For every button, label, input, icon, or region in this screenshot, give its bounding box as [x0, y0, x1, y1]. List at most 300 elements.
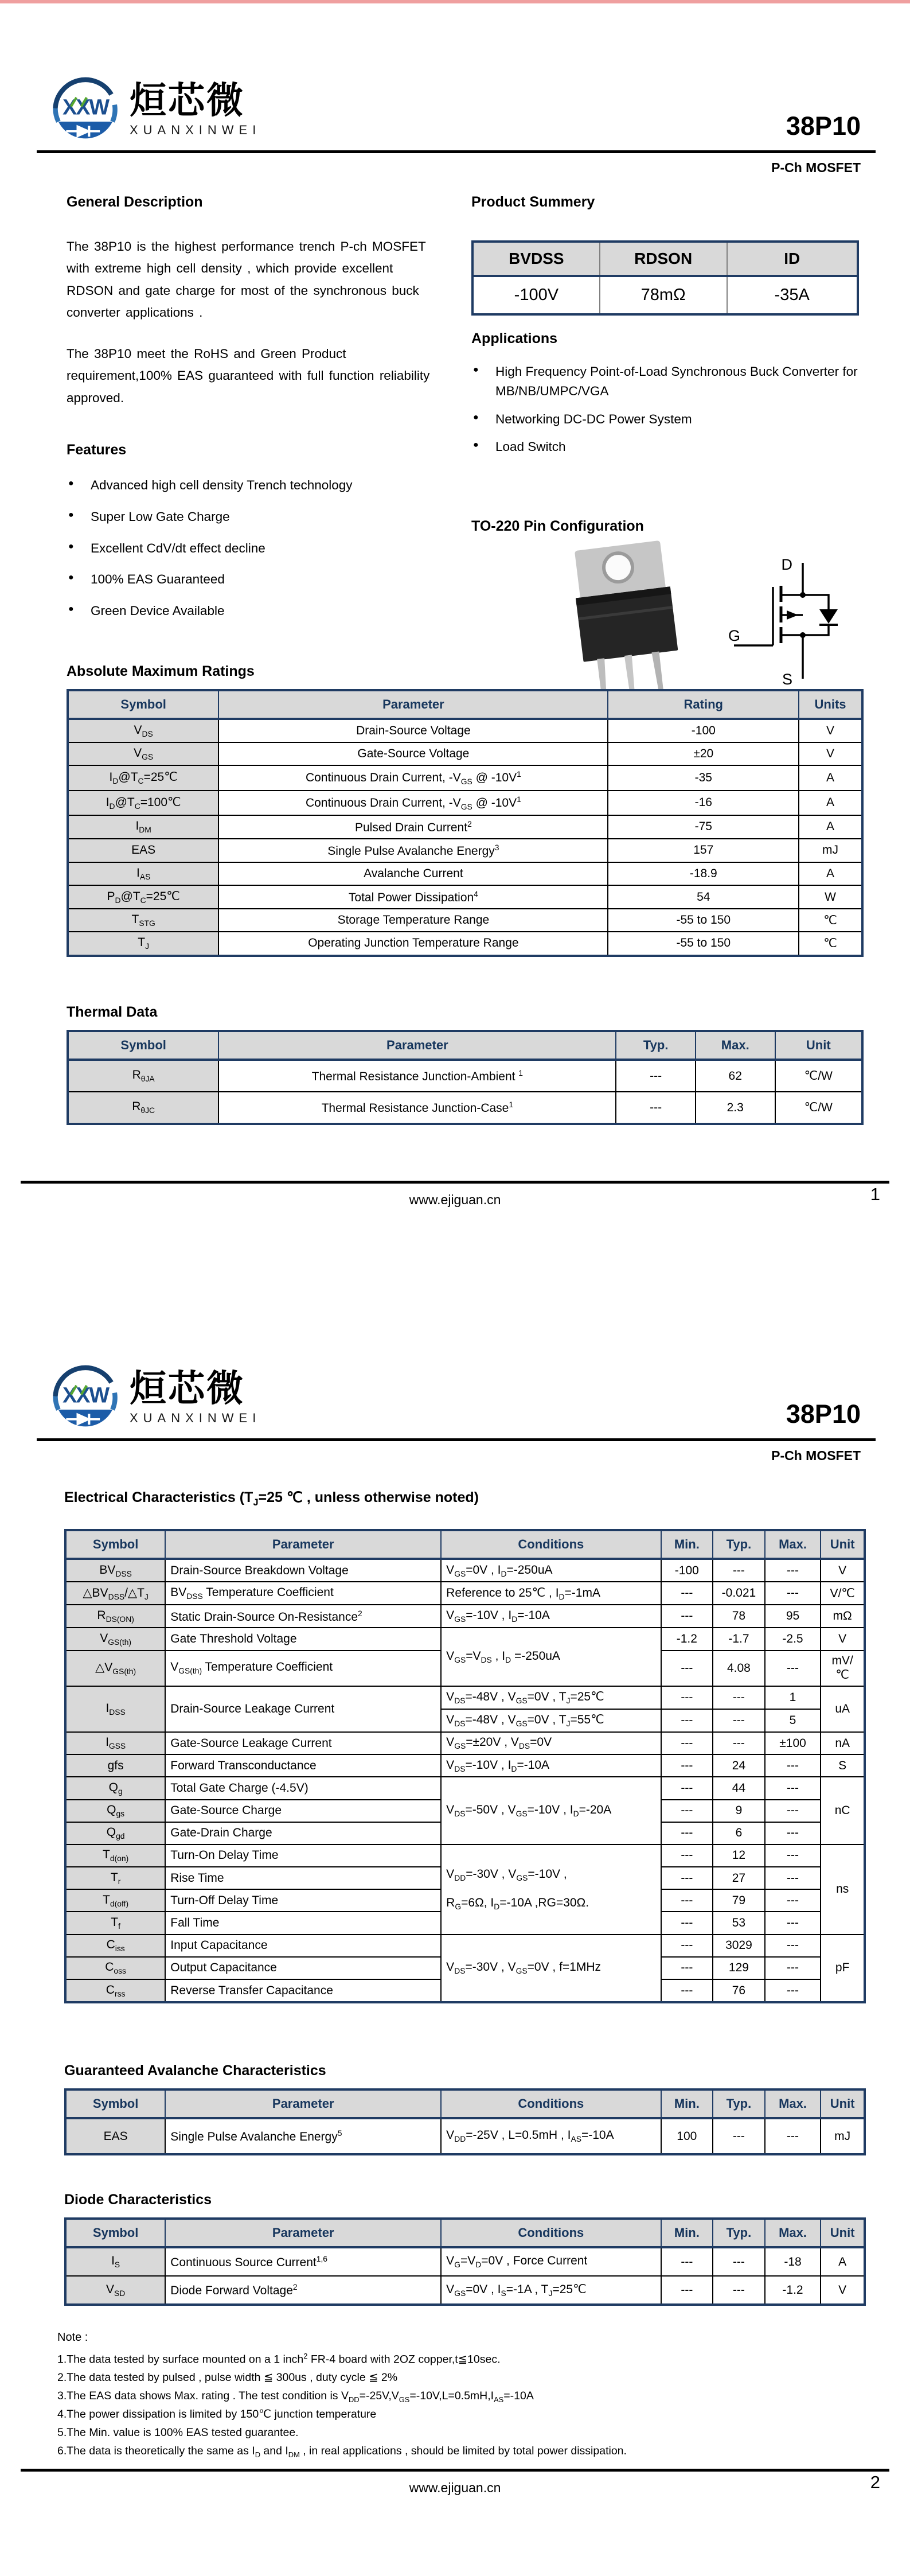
table-row	[68, 742, 862, 765]
table-cell: ---	[713, 2247, 765, 2276]
avalanche-table	[64, 2088, 866, 2155]
symbol-cell: $Q_g$	[65, 1777, 165, 1799]
brand-name-en: XUANXINWEI	[130, 122, 261, 137]
column-header: Max.	[765, 1530, 821, 1559]
table-cell: Gate-Drain Charge	[165, 1822, 441, 1845]
section-title: General Description	[67, 194, 203, 210]
table-row	[68, 765, 862, 790]
table-cell: ---	[713, 2276, 765, 2305]
table-cell: ---	[661, 1777, 713, 1799]
table-cell: ---	[713, 1709, 765, 1732]
table-row	[68, 1060, 862, 1092]
table-cell: 9	[713, 1800, 765, 1822]
table-cell: Forward Transconductance	[165, 1754, 441, 1777]
table-cell: 78mΩ	[600, 276, 727, 314]
table-cell: 3029	[713, 1935, 765, 1957]
table-cell: Reference to 25℃ , $I_D=-1mA$	[441, 1582, 661, 1605]
section-thermal-data	[67, 1004, 864, 1125]
table-row	[65, 2118, 865, 2154]
column-header: Conditions	[441, 2219, 661, 2247]
table-cell: -18	[765, 2247, 821, 2276]
pin-label-gate: G	[728, 627, 741, 644]
column-header: Parameter	[218, 690, 608, 719]
table-cell: ---	[765, 1957, 821, 1979]
table-cell: Turn-On Delay Time	[165, 1845, 441, 1867]
column-header: Symbol	[68, 1031, 218, 1060]
table-cell: 157	[608, 839, 799, 862]
table-cell: Continuous Source Current$^{1,6}$	[165, 2247, 441, 2276]
column-header: Typ.	[713, 2089, 765, 2118]
table-cell: ---	[765, 1845, 821, 1867]
data-table	[67, 1030, 864, 1125]
table-cell: 1	[765, 1686, 821, 1709]
logo-mark-icon	[49, 73, 122, 146]
bullet-item: 2.The data tested by pulsed , pulse width ≦ 300us , duty cycle ≦ 2%	[57, 2371, 398, 2384]
column-header: Typ.	[616, 1031, 696, 1060]
table-cell: ---	[661, 1867, 713, 1889]
table-cell: -2.5	[765, 1628, 821, 1650]
table-cell: $V_{GS(th)}$ Temperature Coefficient	[165, 1651, 441, 1686]
section-avalanche-characteristics	[64, 2063, 866, 2155]
table-cell: Rise Time	[165, 1867, 441, 1889]
table-cell: ---	[661, 1686, 713, 1709]
table-cell: -1.2	[661, 1628, 713, 1650]
table-cell: 129	[713, 1957, 765, 1979]
table-cell: -1.7	[713, 1628, 765, 1650]
table-cell: Total Gate Charge (-4.5V)	[165, 1777, 441, 1799]
part-number: 38P10	[786, 111, 861, 141]
table-cell: nC	[821, 1777, 865, 1845]
symbol-cell: $I_{GSS}$	[65, 1732, 165, 1754]
table-cell: ---	[765, 1582, 821, 1605]
table-cell: ---	[765, 1559, 821, 1582]
column-header: Typ.	[713, 1530, 765, 1559]
column-header: RDSON	[600, 242, 727, 276]
table-cell: ---	[765, 1889, 821, 1912]
section-title: Features	[67, 442, 127, 458]
table-row	[68, 839, 862, 862]
symbol-cell: $T_J$	[68, 932, 218, 955]
notes-label: Note :	[57, 2331, 88, 2344]
header-rule	[37, 1438, 876, 1441]
section-title: Electrical Characteristics ($T_J=25$ ℃ , unless otherwise noted)	[64, 1489, 479, 1508]
table-cell: A	[799, 862, 862, 885]
table-cell: -0.021	[713, 1582, 765, 1605]
table-row	[65, 1732, 865, 1754]
part-number: 38P10	[786, 1399, 861, 1429]
section-title: Thermal Data	[67, 1004, 158, 1020]
table-cell: 6	[713, 1822, 765, 1845]
table-cell: $V_{DS}=-48V$ , $V_{GS}=0V$ , $T_J=25℃$	[441, 1686, 661, 1709]
table-cell: mV/℃	[821, 1651, 865, 1686]
bullet-item: 1.The data tested by surface mounted on a 1 inch$^2$ FR-4 board with 2OZ copper,t≦10sec.	[57, 2352, 501, 2366]
brand-name-en: XUANXINWEI	[130, 1410, 261, 1425]
table-cell: 76	[713, 1979, 765, 2002]
device-type: P-Ch MOSFET	[771, 1448, 861, 1463]
table-row	[65, 1605, 865, 1628]
symbol-cell: $I_D@T_C=100℃$	[68, 791, 218, 815]
table-cell: W	[799, 885, 862, 909]
table-cell: $V_{GS}=-10V$ , $I_D=-10A$	[441, 1605, 661, 1628]
table-cell: 100	[661, 2118, 713, 2154]
brand-name-cn: 烜芯微	[130, 1368, 245, 1410]
table-cell: Thermal Resistance Junction-Ambient $^1$	[218, 1060, 616, 1092]
symbol-cell: $V_{GS(th)}$	[65, 1628, 165, 1650]
table-cell: Gate-Source Charge	[165, 1800, 441, 1822]
table-cell: -18.9	[608, 862, 799, 885]
table-cell: Reverse Transfer Capacitance	[165, 1979, 441, 2002]
footer-rule	[21, 1181, 889, 1184]
table-cell: 2.3	[696, 1092, 775, 1124]
table-cell: ---	[661, 1957, 713, 1979]
table-cell: ---	[661, 1605, 713, 1628]
table-cell: ±20	[608, 742, 799, 765]
table-cell: ---	[765, 1979, 821, 2002]
symbol-cell: $T_r$	[65, 1867, 165, 1889]
table-cell: -100	[608, 719, 799, 742]
applications-list	[471, 362, 876, 457]
table-cell: Turn-Off Delay Time	[165, 1889, 441, 1912]
data-table	[67, 689, 864, 957]
device-type: P-Ch MOSFET	[771, 160, 861, 175]
page-number: 2	[870, 2472, 880, 2492]
table-cell: ---	[713, 2118, 765, 2154]
bullet-item: 4.The power dissipation is limited by 150℃ junction temperature	[57, 2408, 377, 2421]
table-row	[65, 1754, 865, 1777]
table-cell: -55 to 150	[608, 932, 799, 955]
table-cell: ---	[661, 2247, 713, 2276]
table-cell: A	[799, 791, 862, 815]
table-cell: 54	[608, 885, 799, 909]
table-cell: ---	[661, 1912, 713, 1934]
table-cell: -55 to 150	[608, 909, 799, 932]
symbol-cell: EAS	[65, 2118, 165, 2154]
table-cell: $V_{DS}=-48V$ , $V_{GS}=0V$ , $T_J=55℃$	[441, 1709, 661, 1732]
column-header: BVDSS	[472, 242, 600, 276]
table-cell: ---	[661, 1709, 713, 1732]
bullet-item: ● Super Low Gate Charge	[67, 507, 468, 527]
column-header: Units	[799, 690, 862, 719]
symbol-cell: $T_f$	[65, 1912, 165, 1934]
table-cell: 53	[713, 1912, 765, 1934]
table-cell: ℃	[799, 909, 862, 932]
table-cell: Static Drain-Source On-Resistance$^2$	[165, 1605, 441, 1628]
table-cell: $V_{DS}=-50V$ , $V_{GS}=-10V$ , $I_D=-20A$	[441, 1777, 661, 1845]
section-title: Absolute Maximum Ratings	[67, 663, 255, 679]
table-cell: ---	[661, 1754, 713, 1777]
table-cell: $V_{GS}=0V$ , $I_D=-250uA$	[441, 1559, 661, 1582]
table-cell: -35A	[727, 276, 858, 314]
table-cell: Operating Junction Temperature Range	[218, 932, 608, 955]
table-cell: 27	[713, 1867, 765, 1889]
product-summary-table	[471, 240, 859, 316]
table-cell: -100V	[472, 276, 600, 314]
column-header: Min.	[661, 2089, 713, 2118]
pin-label-drain: D	[781, 556, 792, 573]
table-cell: Drain-Source Leakage Current	[165, 1686, 441, 1732]
table-cell: mJ	[799, 839, 862, 862]
table-row	[68, 862, 862, 885]
table-cell: V	[821, 1628, 865, 1650]
footer-website: www.ejiguan.cn	[409, 1192, 501, 1207]
bullet-item: ● Green Device Available	[67, 601, 468, 621]
table-cell: 4.08	[713, 1651, 765, 1686]
column-header: Unit	[821, 1530, 865, 1559]
table-cell: ---	[661, 1651, 713, 1686]
bullet-item: 5.The Min. value is 100% EAS tested guarantee.	[57, 2426, 299, 2439]
table-cell: Continuous Drain Current, $-V_{GS}$ @ $-10V^1$	[218, 791, 608, 815]
table-cell: -75	[608, 815, 799, 839]
column-header: ID	[727, 242, 858, 276]
table-cell: ---	[765, 1822, 821, 1845]
section-electrical-characteristics	[64, 1489, 866, 2003]
symbol-cell: $R_{\theta JC}$	[68, 1092, 218, 1124]
table-cell: ℃/W	[775, 1092, 862, 1124]
table-row	[65, 2276, 865, 2305]
notes-list	[57, 2350, 866, 2461]
table-row	[68, 932, 862, 955]
table-row	[65, 1628, 865, 1650]
table-row	[68, 815, 862, 839]
table-cell: ns	[821, 1845, 865, 1935]
symbol-cell: $BV_{DSS}$	[65, 1559, 165, 1582]
table-row	[65, 1777, 865, 1799]
table-row	[68, 791, 862, 815]
table-cell: Gate Threshold Voltage	[165, 1628, 441, 1650]
table-cell: Thermal Resistance Junction-Case$^1$	[218, 1092, 616, 1124]
bullet-item: 6.The data is theoretically the same as $I_D$ and $I_{DM}$ , in real applications , should be limited by total power dissipation.	[57, 2445, 627, 2460]
table-row	[68, 719, 862, 742]
table-cell: ---	[661, 1800, 713, 1822]
table-cell: $V_{GS}=\pm 20V$ , $V_{DS}=0V$	[441, 1732, 661, 1754]
header-rule	[37, 150, 876, 153]
symbol-cell: $C_{iss}$	[65, 1935, 165, 1957]
page-number: 1	[870, 1184, 880, 1204]
bullet-item: ● High Frequency Point-of-Load Synchronous Buck Converter for MB/NB/UMPC/VGA	[471, 362, 876, 401]
table-cell: V/℃	[821, 1582, 865, 1605]
table-cell: ℃	[799, 932, 862, 955]
symbol-cell: $V_{SD}$	[65, 2276, 165, 2305]
table-row	[65, 1686, 865, 1709]
data-table	[471, 240, 859, 316]
table-cell: Pulsed Drain Current$^2$	[218, 815, 608, 839]
table-cell: ---	[713, 1732, 765, 1754]
column-header: Symbol	[65, 2089, 165, 2118]
table-cell: Fall Time	[165, 1912, 441, 1934]
column-header: Rating	[608, 690, 799, 719]
table-cell: pF	[821, 1935, 865, 2003]
table-row	[65, 1845, 865, 1867]
table-cell: Continuous Drain Current, $-V_{GS}$ @ $-10V^1$	[218, 765, 608, 790]
table-cell: ---	[661, 1582, 713, 1605]
table-cell: ---	[616, 1060, 696, 1092]
table-cell: Gate-Source Leakage Current	[165, 1732, 441, 1754]
table-cell: Single Pulse Avalanche Energy$^3$	[218, 839, 608, 862]
symbol-cell: $V_{DS}$	[68, 719, 218, 742]
symbol-cell: $T_{d(on)}$	[65, 1845, 165, 1867]
column-header: Conditions	[441, 2089, 661, 2118]
table-cell: ---	[765, 1651, 821, 1686]
table-cell: ---	[765, 1912, 821, 1934]
table-cell: Storage Temperature Range	[218, 909, 608, 932]
section-diode-characteristics	[64, 2192, 866, 2306]
company-logo	[49, 73, 261, 146]
section-features	[67, 442, 468, 633]
symbol-cell: EAS	[68, 839, 218, 862]
symbol-cell: $T_{d(off)}$	[65, 1889, 165, 1912]
table-cell: S	[821, 1754, 865, 1777]
table-cell: $BV_{DSS}$ Temperature Coefficient	[165, 1582, 441, 1605]
symbol-cell: $C_{oss}$	[65, 1957, 165, 1979]
bullet-item: ● 100% EAS Guaranteed	[67, 570, 468, 589]
pin-label-source: S	[782, 671, 792, 688]
symbol-cell: $T_{STG}$	[68, 909, 218, 932]
bullet-item: ● Advanced high cell density Trench technology	[67, 476, 468, 495]
section-title: Product Summery	[471, 194, 595, 210]
table-cell: $V_G=V_D=0V$ , Force Current	[441, 2247, 661, 2276]
table-cell: ---	[713, 1686, 765, 1709]
table-cell: -35	[608, 765, 799, 790]
column-header: Min.	[661, 2219, 713, 2247]
thermal-data-table	[67, 1030, 864, 1125]
data-table	[64, 1529, 866, 2003]
table-cell: V	[799, 742, 862, 765]
section-applications	[471, 330, 876, 465]
column-header: Min.	[661, 1530, 713, 1559]
table-cell: V	[821, 1559, 865, 1582]
column-header: Max.	[696, 1031, 775, 1060]
column-header: Max.	[765, 2089, 821, 2118]
bullet-item: ● Excellent CdV/dt effect decline	[67, 539, 468, 558]
symbol-cell: $I_D@T_C=25℃$	[68, 765, 218, 790]
table-cell: ---	[713, 1559, 765, 1582]
company-logo	[49, 1361, 261, 1434]
table-cell: 5	[765, 1709, 821, 1732]
section-product-summary	[471, 194, 859, 316]
features-list	[67, 476, 468, 621]
section-absolute-maximum-ratings	[67, 663, 864, 957]
table-cell: ---	[765, 1754, 821, 1777]
section-notes	[57, 2331, 866, 2461]
table-cell: uA	[821, 1686, 865, 1732]
table-cell: 79	[713, 1889, 765, 1912]
table-row	[68, 909, 862, 932]
symbol-cell: $Q_{gd}$	[65, 1822, 165, 1845]
column-header: Symbol	[65, 1530, 165, 1559]
table-cell: $V_{DD}=-25V$ , L=0.5mH , $I_{AS}=-10A$	[441, 2118, 661, 2154]
table-cell: 12	[713, 1845, 765, 1867]
table-cell: Gate-Source Voltage	[218, 742, 608, 765]
column-header: Unit	[821, 2089, 865, 2118]
table-cell: ℃/W	[775, 1060, 862, 1092]
table-cell: Input Capacitance	[165, 1935, 441, 1957]
table-cell: A	[821, 2247, 865, 2276]
table-cell: ---	[661, 2276, 713, 2305]
table-cell: Drain-Source Breakdown Voltage	[165, 1559, 441, 1582]
column-header: Unit	[775, 1031, 862, 1060]
column-header: Symbol	[65, 2219, 165, 2247]
table-cell: Drain-Source Voltage	[218, 719, 608, 742]
table-cell: ---	[765, 2118, 821, 2154]
table-cell: ---	[661, 1845, 713, 1867]
symbol-cell: $\triangle BV_{DSS}/\triangle T_J$	[65, 1582, 165, 1605]
table-cell: $V_{DD}=-30V$ , $V_{GS}=-10V$ , $R_G=6\Omega$, $I_D=-10A$ ,RG=30Ω.	[441, 1845, 661, 1935]
table-cell: ---	[661, 1822, 713, 1845]
table-row	[68, 885, 862, 909]
symbol-cell: $P_D@T_C=25℃$	[68, 885, 218, 909]
page-2	[0, 1288, 910, 2576]
table-cell: Output Capacitance	[165, 1957, 441, 1979]
absolute-maximum-ratings-table	[67, 689, 864, 957]
table-cell: $V_{DS}=-10V$ , $I_D=-10A$	[441, 1754, 661, 1777]
table-row	[65, 1582, 865, 1605]
table-cell: $V_{GS}=0V$ , $I_S=-1A$ , $T_J=25℃$	[441, 2276, 661, 2305]
section-title: TO-220 Pin Configuration	[471, 518, 644, 534]
table-row	[65, 1559, 865, 1582]
table-cell: Diode Forward Voltage$^2$	[165, 2276, 441, 2305]
column-header: Parameter	[218, 1031, 616, 1060]
symbol-cell: $I_{DM}$	[68, 815, 218, 839]
table-cell: 95	[765, 1605, 821, 1628]
column-header: Parameter	[165, 2089, 441, 2118]
column-header: Parameter	[165, 2219, 441, 2247]
electrical-characteristics-table	[64, 1529, 866, 2003]
bullet-item: 3.The EAS data shows Max. rating . The test condition is $V_{DD}=-25V,V_{GS}=-10V,L=0.5mH,I_{AS}=-10A$	[57, 2390, 534, 2404]
table-cell: ---	[765, 1935, 821, 1957]
table-cell: ---	[616, 1092, 696, 1124]
table-cell: ---	[661, 1935, 713, 1957]
symbol-cell: $Q_{gs}$	[65, 1800, 165, 1822]
table-cell: V	[821, 2276, 865, 2305]
description-paragraph: The 38P10 meet the RoHS and Green Product requirement,100% EAS guaranteed with full function reliability approved.	[67, 347, 430, 405]
diode-table	[64, 2217, 866, 2306]
table-cell: -16	[608, 791, 799, 815]
table-cell: V	[799, 719, 862, 742]
table-cell: 44	[713, 1777, 765, 1799]
data-table	[64, 2088, 866, 2155]
table-cell: 62	[696, 1060, 775, 1092]
logo-monogram: XXW	[63, 95, 108, 120]
table-cell: 24	[713, 1754, 765, 1777]
table-row	[472, 276, 858, 314]
table-cell: Total Power Dissipation$^4$	[218, 885, 608, 909]
brand-name-cn: 烜芯微	[130, 80, 245, 122]
section-title: Diode Characteristics	[64, 2192, 212, 2208]
table-row	[65, 2247, 865, 2276]
table-cell: nA	[821, 1732, 865, 1754]
table-cell: $V_{GS}=V_{DS}$ , $I_D =-250uA$	[441, 1628, 661, 1686]
symbol-cell: $I_{AS}$	[68, 862, 218, 885]
table-cell: 78	[713, 1605, 765, 1628]
data-table	[64, 2217, 866, 2306]
table-cell: ---	[765, 1777, 821, 1799]
column-header: Symbol	[68, 690, 218, 719]
table-cell: mJ	[821, 2118, 865, 2154]
column-header: Unit	[821, 2219, 865, 2247]
bullet-item: ● Networking DC-DC Power System	[471, 410, 876, 429]
table-cell: ---	[661, 1732, 713, 1754]
footer-website: www.ejiguan.cn	[409, 2480, 501, 2495]
symbol-cell: $R_{DS(ON)}$	[65, 1605, 165, 1628]
column-header: Parameter	[165, 1530, 441, 1559]
table-cell: A	[799, 815, 862, 839]
symbol-cell: gfs	[65, 1754, 165, 1777]
table-cell: ---	[765, 1867, 821, 1889]
column-header: Max.	[765, 2219, 821, 2247]
symbol-cell: $C_{rss}$	[65, 1979, 165, 2002]
page-top-edge	[0, 0, 910, 3]
section-title: Applications	[471, 330, 558, 347]
